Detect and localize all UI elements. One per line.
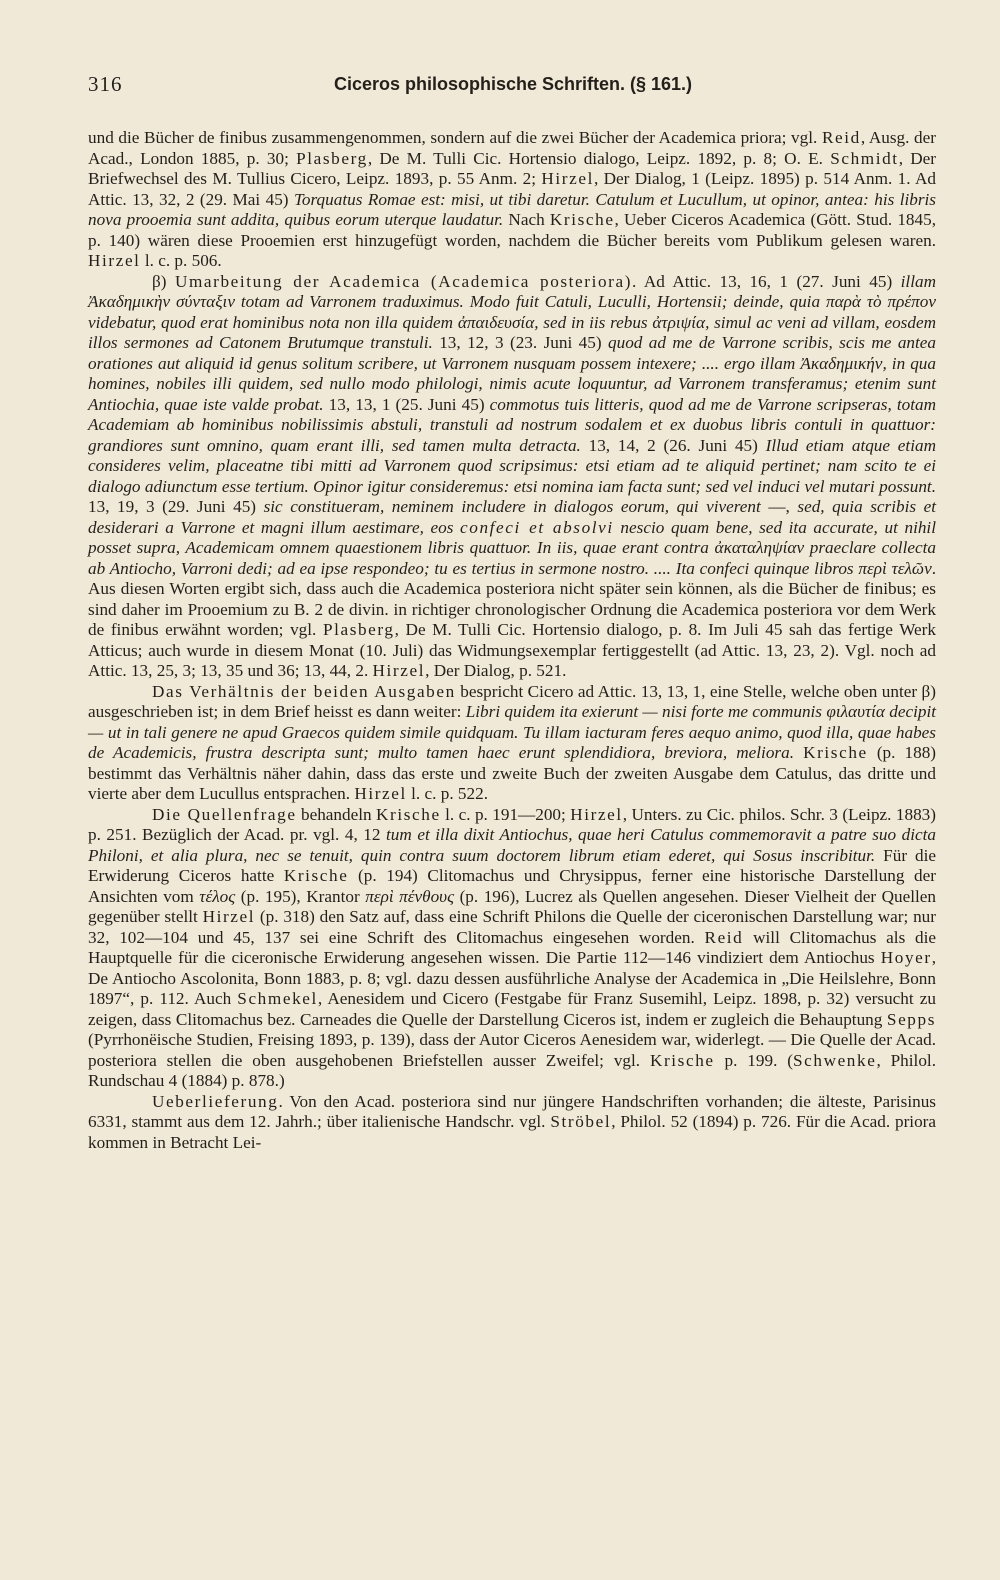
text-run: (p. 194) Clitomachus und Chrysippus, ferner eine historische Darstellung der Ansichten vom: [88, 866, 936, 906]
latin-quote: , in qua homines, nobiles illi quidem, sed nullo modo philologi, nimis acute loquuntur, ad Varronem transferamus; etenim sunt Antiochia, quae iste valde probat.: [88, 353, 936, 414]
text-run: , Aenesidem und Cicero (Festgabe für Franz Susemihl, Leipz. 1898, p. 32) versucht zu zeigen, dass Clitomachus bez. Carneades die Quelle der Darstellung Ciceros ist, indem er zugleich die Behauptung: [88, 989, 936, 1029]
text-run: , Ueber Ciceros Academica (Gött. Stud. 1845, p. 140) wären diese Prooemien erst hinzugefügt worden, nachdem die Bücher bereits vom Publikum gelesen waren.: [88, 210, 936, 250]
author-name: Ströbel: [550, 1112, 612, 1131]
author-name: Krische: [549, 210, 615, 229]
text-run: . Ad Attic. 13, 16, 1 (27. Juni 45): [632, 271, 901, 291]
text-run: (Pyrrhonëische Studien, Freising 1893, p. 139), dass der Autor Ciceros Aenesidem war, widerlegt. — Die Quelle der Acad. posteriora stellen die oben ausgehobenen Briefstellen ausser Zweifel; vgl.: [88, 1030, 936, 1070]
greek-phrase: ἀκαταληψίαν: [714, 538, 805, 557]
author-name: Hirzel: [88, 251, 141, 270]
text-run: l. c. p. 506.: [140, 251, 222, 270]
text-run: p. 199. (: [714, 1050, 793, 1070]
text-run: —,: [760, 497, 798, 516]
greek-phrase: τέλος: [199, 886, 236, 906]
page-header: [88, 72, 938, 106]
author-name: Schmekel: [237, 989, 318, 1008]
text-run: [794, 743, 803, 762]
greek-phrase: περὶ τελῶν: [858, 558, 932, 578]
text-run: (p. 196), Lucrez als Quellen angesehen. Dieser Vielheit der Quellen gegenüber stellt: [88, 886, 936, 926]
paragraph-verhaeltnis: [88, 682, 936, 805]
text-run: , Der Dialog, 1 (Leipz. 1895) p. 514 Anm. 1. Ad Attic. 13, 32, 2 (29. Mai 45): [88, 169, 936, 209]
text-run: l. c. p. 191—200;: [440, 804, 571, 824]
text-run: , Philol. Rundschau 4 (1884) p. 878.): [88, 1050, 936, 1090]
latin-quote: quod ad me de Varrone scribis, scis me antea orationes aut aliquid id genus solitum scribere, ut Varronem nusquam possem intexere; .... ergo illam: [88, 333, 936, 373]
author-name: Krische: [283, 866, 349, 885]
author-name: Reid: [821, 128, 861, 147]
section-heading: Umarbeitung der Academica (Academica posteriora): [174, 271, 633, 291]
text-run: bespricht Cicero ad Attic. 13, 13, 1, eine Stelle, welche oben unter β) ausgeschrieben ist; in dem Brief heisst es dann weiter:: [88, 681, 936, 721]
text-run: 13, 19, 3 (29. Juni 45): [88, 497, 264, 516]
paragraph-umarbeitung: [88, 272, 936, 682]
text-run: und die Bücher de finibus zusammengenommen, sondern auf die zwei Bücher der Academica priora; vgl.: [88, 128, 822, 147]
text-run: Nach: [503, 210, 550, 229]
author-name: Plasberg: [296, 148, 368, 168]
text-run: , Philol. 52 (1894) p. 726. Für die Acad. priora kommen in Betracht Lei-: [88, 1112, 937, 1152]
author-name: Hirzel: [354, 784, 407, 803]
author-name: Hoyer: [880, 948, 932, 967]
text-run: 13, 14, 2 (26. Juni 45): [580, 435, 766, 455]
text-run: , Unters. zu Cic. philos. Schr. 3 (Leipz. 1883) p. 251. Bezüglich der Acad. pr. vgl. 4, 12: [88, 804, 936, 844]
greek-phrase: Ἀκαδημικὴν σύνταξιν: [88, 292, 235, 311]
author-name: Plasberg: [322, 620, 395, 639]
latin-emphasis: confeci et absolvi: [460, 517, 614, 537]
latin-quote: Libri quidem ita exierunt — nisi forte me communis: [465, 702, 827, 721]
greek-phrase: παρὰ τὸ πρέπον: [826, 292, 936, 311]
text-run: Für die Erwiderung Ciceros hatte: [88, 845, 937, 885]
greek-phrase: Ἀκαδημικήν: [800, 353, 883, 373]
author-name: Schmidt: [830, 148, 899, 168]
text-run: 13, 13, 1 (25. Juni 45): [323, 394, 490, 414]
latin-quote: nescio quam bene, sed ita accurate, ut nihil posset supra, Academicam omnem quaestionem libris quattuor. In iis, quae erant contra: [88, 517, 936, 557]
author-name: Hirzel: [202, 907, 256, 926]
greek-phrase: ἀτριψία: [652, 312, 706, 332]
latin-quote: Illud etiam atque etiam consideres velim, placeatne tibi mitti ad Varronem quod scripsimus: etsi etiam ad te aliquid pertinet; nam scito te ei dialogo adiunctum esse tertium. Opinor igitur consideremus: etsi nomina iam facta sunt; sed vel induci vel mutari possunt.: [88, 435, 936, 496]
greek-phrase: περὶ πένθους: [365, 886, 455, 906]
latin-quote: tum et illa dixit Antiochus, quae heri Catulus commemoravit a patre suo dicta Philoni, et alia plura, nec se tenuit, quin contra suum doctorem librum etiam ederet, qui Sosus inscribitur.: [88, 825, 936, 865]
latin-quote: decipit — ut in tali genere ne apud Graecos quidem simile quidquam. Tu illam iacturam feres aequo animo, quod illa, quae habes de Academicis, frustra descripta sunt; multo tamen haec erunt splendidiora, breviora, meliora.: [88, 702, 937, 762]
text-run: l. c. p. 522.: [406, 784, 489, 803]
section-heading: Die Quellenfrage: [152, 804, 297, 824]
latin-quote: totam ad Varronem traduximus. Modo fuit Catuli, Luculli, Hortensii; deinde, quia: [234, 292, 826, 311]
text-run: (p. 188) bestimmt das Verhältnis näher dahin, dass das erste und zweite Buch der zweiten Ausgabe dem Catulus, das dritte und vierte aber dem Lucullus entsprachen.: [88, 743, 937, 803]
latin-quote: illam: [900, 271, 936, 291]
text-run: .: [931, 558, 936, 578]
author-name: Sepps: [886, 1009, 936, 1029]
text-run: (p. 195), Krantor: [235, 886, 366, 906]
greek-phrase: ἀπαιδευσία: [457, 312, 535, 332]
latin-quote: sic constitueram, neminem includere in dialogos eorum, qui viverent: [263, 497, 761, 516]
paragraph-ueberlieferung: [88, 1092, 936, 1154]
author-name: Krische: [803, 743, 868, 762]
text-run: , Ausg. der Acad., London 1885, p. 30;: [88, 128, 936, 168]
paragraph-quellenfrage: [88, 805, 936, 1092]
text-run: . Von den Acad. posteriora sind nur jüngere Handschriften vorhanden; die älteste, Parisinus 6331, stammt aus dem 12. Jahrh.; über italienische Handschr. vgl.: [88, 1091, 936, 1131]
text-run: , De Antiocho Ascolonita, Bonn 1883, p. 8; vgl. dazu dessen ausführliche Analyse der Academica in „Die Heilslehre, Bonn 1897“, p. 112. Auch: [88, 948, 936, 1008]
greek-phrase: φιλαυτία: [826, 702, 885, 721]
latin-quote: Torquatus Romae est: misi, ut tibi daretur. Catulum et Lucullum, ut opinor, antea: his libris nova prooemia sunt addita, quibus eorum uterque laudatur.: [88, 189, 936, 229]
latin-quote: , simul ac veni ad villam, eosdem illos sermones ad Catonem Brutumque transtuli.: [88, 312, 936, 352]
author-name: Hirzel: [372, 661, 426, 680]
text-run: Aus diesen Worten ergibt sich, dass auch die Academica posteriora nicht später sein können, als die Bücher de finibus; es sind daher im Prooemium zu B. 2 de divin. in richtiger chronologischer Ordnung die Academica posteriora vor dem Werk de finibus erwähnt worden; vgl.: [88, 579, 936, 639]
latin-quote: praeclare collecta ab Antiocho, Varroni dedi; ad ea ipse respondeo; tu es tertius in sermone nostro. .... Ita confeci quinque libros: [88, 538, 936, 578]
section-heading: Ueberlieferung: [152, 1091, 279, 1111]
text-run: , De M. Tulli Cic. Hortensio dialogo, Leipz. 1892, p. 8; O. E.: [367, 148, 831, 168]
text-run: 13, 12, 3 (23. Juni 45): [432, 333, 608, 352]
text-run: , Der Dialog, p. 521.: [425, 661, 567, 680]
text-run: (p. 318) den Satz auf, dass eine Schrift Philons die Quelle der ciceronischen Darstellung war; nur 32, 102—104 und 45, 137 sei eine Schrift des Clitomachus eingesehen worden.: [88, 907, 936, 947]
latin-quote: videbatur, quod erat hominibus nota non illa quidem: [88, 312, 458, 332]
latin-quote: commotus tuis litteris, quod ad me de Varrone scripseras, totam Academiam ab hominibus nobilissimis abstuli, transtuli ad nostrum sodalem et ex duobus libris contuli in quattuor: grandiores sunt omnino, quam erant illi, sed tamen multa detracta.: [88, 394, 937, 455]
text-run: behandeln: [296, 804, 377, 824]
author-name: Krische: [649, 1050, 715, 1070]
text-run: β): [152, 271, 175, 291]
paragraph-academica-priora: [88, 128, 936, 272]
section-heading: Das Verhältnis der beiden Ausgaben: [152, 681, 456, 701]
body-text: [88, 128, 936, 1153]
text-run: , De M. Tulli Cic. Hortensio dialogo, p. 8. Im Juli 45 sah das fertige Werk Atticus; auch wurde in diesem Monat (10. Juli) das Widmungsexemplar fertiggestellt (ad Attic. 13, 23, 2). Vgl. noch ad Attic. 13, 25, 3; 13, 35 und 36; 13, 44, 2.: [88, 620, 936, 680]
running-title: Ciceros philosophische Schriften. (§ 161.): [333, 74, 693, 94]
text-run: , Der Briefwechsel des M. Tullius Cicero, Leipz. 1893, p. 55 Anm. 2;: [88, 148, 937, 188]
author-name: Hirzel: [541, 169, 594, 188]
latin-quote: sed, quia scribis et desiderari a Varrone et magni illum aestimare, eos: [88, 497, 936, 537]
author-name: Krische: [376, 804, 441, 824]
author-name: Hirzel: [570, 804, 623, 824]
page-number: 316: [88, 72, 123, 96]
text-run: will Clitomachus als die Hauptquelle für die ciceronische Erwiderung angesehen wissen. Die Partie 112—146 vindiziert dem Antiochus: [88, 927, 936, 967]
latin-quote: , sed in iis rebus: [534, 312, 653, 332]
author-name: Reid: [704, 927, 744, 947]
author-name: Schwenke: [792, 1050, 877, 1070]
